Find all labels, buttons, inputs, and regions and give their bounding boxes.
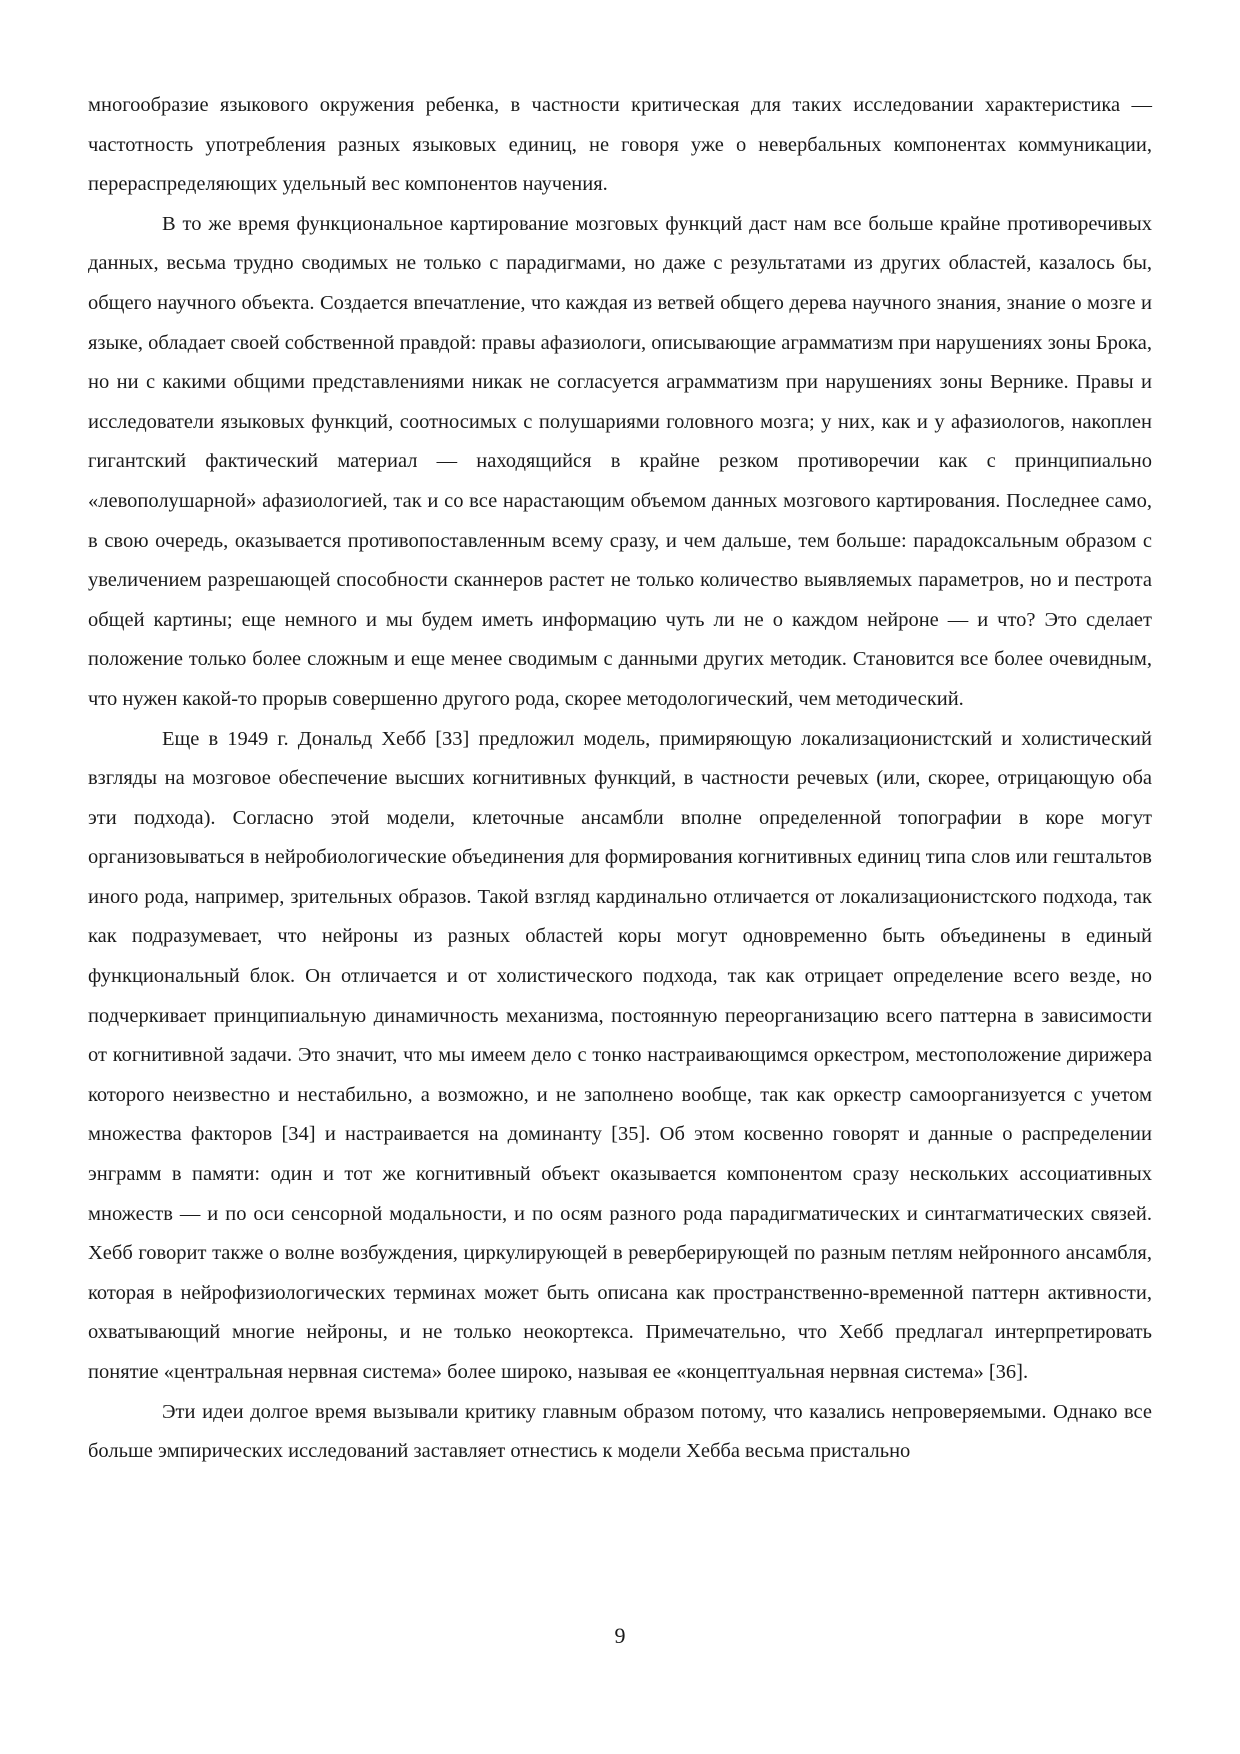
paragraph-hebb-model: Еще в 1949 г. Дональд Хебб [33] предложил модель, примиряющую локализационистский и холистический взгляды на мозговое обеспечение высших когнитивных функций, в частности речевых (или, скорее, отрицающую оба эти подхода). Согласно этой модели, клеточные ансамбли вполне определенной топографии в коре могут организовываться в нейробиологические объединения для формирования когнитивных единиц типа слов или гештальтов иного рода, например, зрительных образов. Такой взгляд кардинально отличается от локализационистского подхода, так как подразумевает, что нейроны из разных областей коры могут одновременно быть объединены в единый функциональный блок. Он отличается и от холистического подхода, так как отрицает определение всего везде, но подчеркивает принципиальную динамичность механизма, постоянную переорганизацию всего паттерна в зависимости от когнитивной задачи. Это значит, что мы имеем дело с тонко настраивающимся оркестром, местоположение дирижера которого неизвестно и нестабильно, а возможно, и не заполнено вообще, так как оркестр самоорганизуется с учетом множества факторов [34] и настраивается на доминанту [35]. Об этом косвенно говорят и данные о распределении энграмм в памяти: один и тот же когнитивный объект оказывается компонентом сразу нескольких ассоциативных множеств — и по оси сенсорной модальности, и по осям разного рода парадигматических и синтагматических связей. Хебб говорит также о волне возбуждения, циркулирующей в реверберирующей по разным петлям нейронного ансамбля, которая в нейрофизиологических терминах может быть описана как пространственно-временной паттерн активности, охватывающий многие нейроны, и не только неокортекса. Примечательно, что Хебб предлагал интерпретировать понятие «центральная нервная система» более широко, называя ее «концептуальная нервная система» [36].: [88, 727, 1152, 1383]
page-number: 9: [614, 1623, 626, 1648]
paragraph-continuation: многообразие языкового окружения ребенка, в частности критическая для таких исследовании характеристика — частотность употребления разных языковых единиц, не говоря уже о невербальных компонентах коммуникации, перераспределяющих удельный вес компонентов научения.: [88, 94, 1152, 196]
paragraph-brain-mapping: В то же время функциональное картирование мозговых функций даст нам все больше крайне противоречивых данных, весьма трудно сводимых не только с парадигмами, но даже с результатами из других областей, казалось бы, общего научного объекта. Создается впечатление, что каждая из ветвей общего дерева научного знания, знание о мозге и языке, обладает своей собственной правдой: правы афазиологи, описывающие аграмматизм при нарушениях зоны Брока, но ни с какими общими представлениями никак не согласуется аграмматизм при нарушениях зоны Вернике. Правы и исследователи языковых функций, соотносимых с полушариями головного мозга; у них, как и у афазиологов, накоплен гигантский фактический материал — находящийся в крайне резком противоречии как с принципиально «левополушарной» афазиологией, так и со все нарастающим объемом данных мозгового картирования. Последнее само, в свою очередь, оказывается противопоставленным всему сразу, и чем дальше, тем больше: парадоксальным образом с увеличением разрешающей способности сканнеров растет не только количество выявляемых параметров, но и пестрота общей картины; еще немного и мы будем иметь информацию чуть ли не о каждом нейроне — и что? Это сделает положение только более сложным и еще менее сводимым с данными других методик. Становится все более очевидным, что нужен какой-то прорыв совершенно другого рода, скорее методологический, чем методический.: [88, 212, 1152, 710]
page-body: [88, 86, 1152, 1472]
paragraph-criticism: Эти идеи долгое время вызывали критику главным образом потому, что казались непроверяемыми. Однако все больше эмпирических исследований заставляет отнестись к модели Хебба весьма пристально: [88, 1400, 1152, 1463]
